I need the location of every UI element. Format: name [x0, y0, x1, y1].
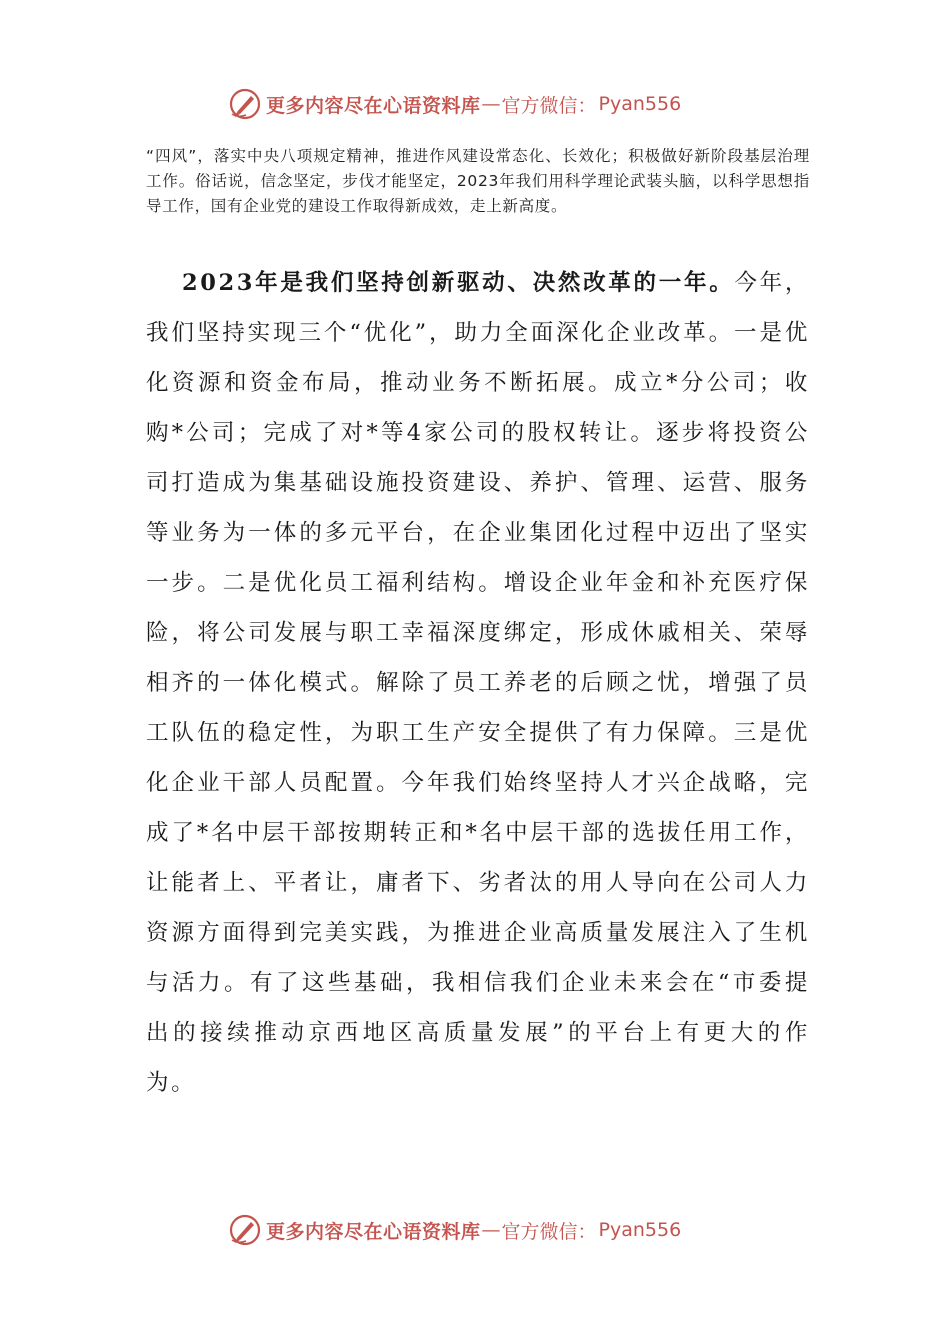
- footer-wechat-label: 官方微信：: [501, 1220, 597, 1243]
- header-wechat-label: 官方微信：: [501, 94, 597, 117]
- continuation-paragraph: “四风”，落实中央八项规定精神，推进作风建设常态化、长效化；积极做好新阶段基层治理工作。俗话说，信念坚定，步伐才能坚定，2023年我们用科学理论武装头脑，以科学思想指导工作，国有企业党的建设工作取得新成效，走上新高度。: [146, 147, 810, 215]
- header-wechat-id: Pyan556: [598, 93, 682, 115]
- footer-dash: —: [481, 1219, 501, 1241]
- pen-logo-icon: [228, 1213, 262, 1247]
- footer-brand-text: 更多内容尽在心语资料库: [266, 1220, 481, 1243]
- pen-logo-icon: [228, 87, 262, 121]
- main-paragraph-lead: 2023年是我们坚持创新驱动、决然改革的一年。: [182, 270, 735, 296]
- main-paragraph: [146, 258, 810, 1108]
- header-banner: [228, 84, 681, 124]
- header-dash: —: [481, 93, 501, 115]
- header-brand-text: 更多内容尽在心语资料库: [266, 94, 481, 117]
- main-paragraph-body: 今年，我们坚持实现三个“优化”，助力全面深化企业改革。一是优化资源和资金布局，推动业务不断拓展。成立*分公司；收购*公司；完成了对*等4家公司的股权转让。逐步将投资公司打造成为集基础设施投资建设、养护、管理、运营、服务等业务为一体的多元平台，在企业集团化过程中迈出了坚实一步。二是优化员工福利结构。增设企业年金和补充医疗保险，将公司发展与职工幸福深度绑定，形成休戚相关、荣辱相齐的一体化模式。解除了员工养老的后顾之忧，增强了员工队伍的稳定性，为职工生产安全提供了有力保障。三是优化企业干部人员配置。今年我们始终坚持人才兴企战略，完成了*名中层干部按期转正和*名中层干部的选拔任用工作，让能者上、平者让，庸者下、劣者汰的用人导向在公司人力资源方面得到完美实践，为推进企业高质量发展注入了生机与活力。有了这些基础，我相信我们企业未来会在“市委提出的接续推动京西地区高质量发展”的平台上有更大的作为。: [146, 270, 810, 1096]
- footer-banner: [228, 1210, 681, 1250]
- footer-wechat-id: Pyan556: [598, 1219, 682, 1241]
